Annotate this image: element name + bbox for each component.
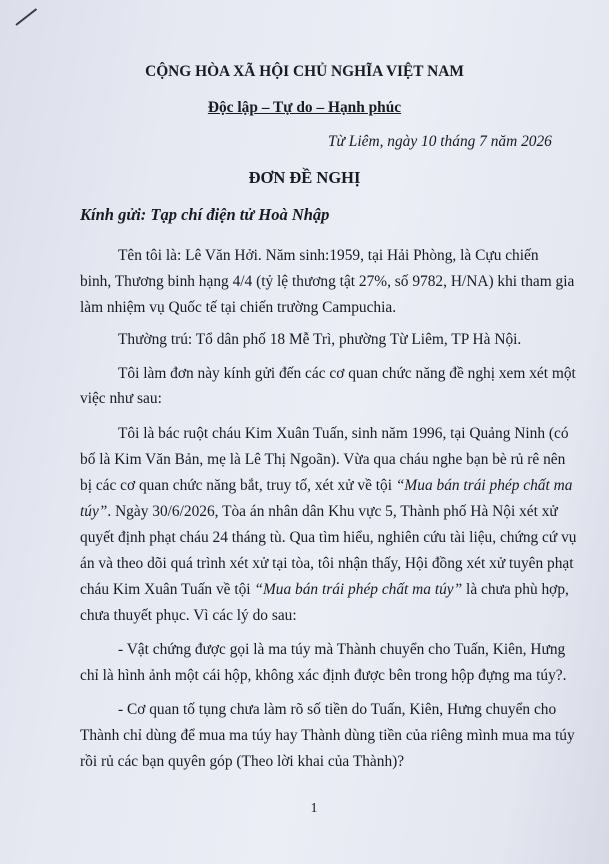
- offense-name-end: túy”: [80, 503, 108, 520]
- document-title: ĐƠN ĐỀ NGHỊ: [248, 168, 361, 187]
- page-number: 1: [310, 801, 318, 816]
- p4-line-6: án và theo dõi quá trình xét xử tại tòa, tôi nhận thấy, Hội đồng xét xử tuyên phạt: [80, 555, 574, 572]
- p6-line-2: Thành chỉ dùng để mua ma túy hay Thành dùng tiền của riêng mình mua ma túy: [80, 727, 575, 744]
- motto: [0, 99, 609, 117]
- offense-name-2: “Mua bán trái phép chất ma túy”: [254, 581, 463, 598]
- p3-line-2: việc như sau:: [80, 390, 162, 407]
- offense-name: “Mua bán trái phép chất ma: [395, 477, 573, 494]
- p4-line-7: [80, 581, 569, 599]
- p2-line: Thường trú: Tổ dân phố 18 Mễ Trì, phường Từ Liêm, TP Hà Nội.: [118, 331, 522, 348]
- recipient: Kính gửi: Tạp chí điện tử Hoà Nhập: [80, 205, 330, 224]
- p3-line-1: Tôi làm đơn này kính gửi đến các cơ quan chức năng đề nghị xem xét một: [118, 365, 576, 382]
- p6-line-3: rồi rủ các bạn quyên góp (Theo lời khai của Thành)?: [80, 753, 405, 770]
- p4-line-4-text: . Ngày 30/6/2026, Tòa án nhân dân Khu vực 5, Thành phố Hà Nội xét xử: [107, 503, 558, 520]
- p4-line-5: quyết định phạt cháu 24 tháng tù. Qua tìm hiểu, nghiên cứu tài liệu, chứng cứ vụ: [80, 529, 577, 546]
- p4-line-8: chưa thuyết phục. Vì các lý do sau:: [80, 607, 297, 624]
- p1-line-1: Tên tôi là: Lê Văn Hởi. Năm sinh:1959, tại Hải Phòng, là Cựu chiến: [118, 247, 539, 264]
- p4-line-7-text-b: là chưa phù hợp,: [462, 581, 569, 598]
- p4-line-1: Tôi là bác ruột cháu Kim Xuân Tuấn, sinh năm 1996, tại Quảng Ninh (có: [118, 425, 569, 442]
- p4-line-3-text: bị các cơ quan chức năng bắt, truy tố, xét xử về tội: [80, 477, 396, 494]
- p4-line-7-text-a: cháu Kim Xuân Tuấn về tội: [80, 581, 255, 598]
- p4-line-4: [80, 503, 558, 521]
- p4-line-3: [80, 477, 572, 495]
- pen-mark: [15, 8, 37, 26]
- place-date: Từ Liêm, ngày 10 tháng 7 năm 2026: [328, 133, 552, 150]
- p5-line-1: - Vật chứng được gọi là ma túy mà Thành chuyển cho Tuấn, Kiên, Hưng: [118, 641, 566, 658]
- p6-line-1: - Cơ quan tố tụng chưa làm rõ số tiền do Tuấn, Kiên, Hưng chuyển cho: [118, 701, 557, 718]
- p5-line-2: chỉ là hình ảnh một cái hộp, không xác định được bên trong hộp đựng ma túy?.: [80, 667, 567, 684]
- motto-text: Độc lập – Tự do – Hạnh phúc: [207, 99, 402, 116]
- p1-line-2: binh, Thương binh hạng 4/4 (tỷ lệ thương tật 27%, số 9782, H/NA) khi tham gia: [80, 273, 575, 290]
- p1-line-3: làm nhiệm vụ Quốc tế tại chiến trường Campuchia.: [80, 299, 397, 316]
- p4-line-2: bố là Kim Văn Bản, mẹ là Lê Thị Ngoãn). Vừa qua cháu nghe bạn bè rủ rê nên: [80, 451, 566, 468]
- country-heading: CỘNG HÒA XÃ HỘI CHỦ NGHĨA VIỆT NAM: [145, 63, 464, 80]
